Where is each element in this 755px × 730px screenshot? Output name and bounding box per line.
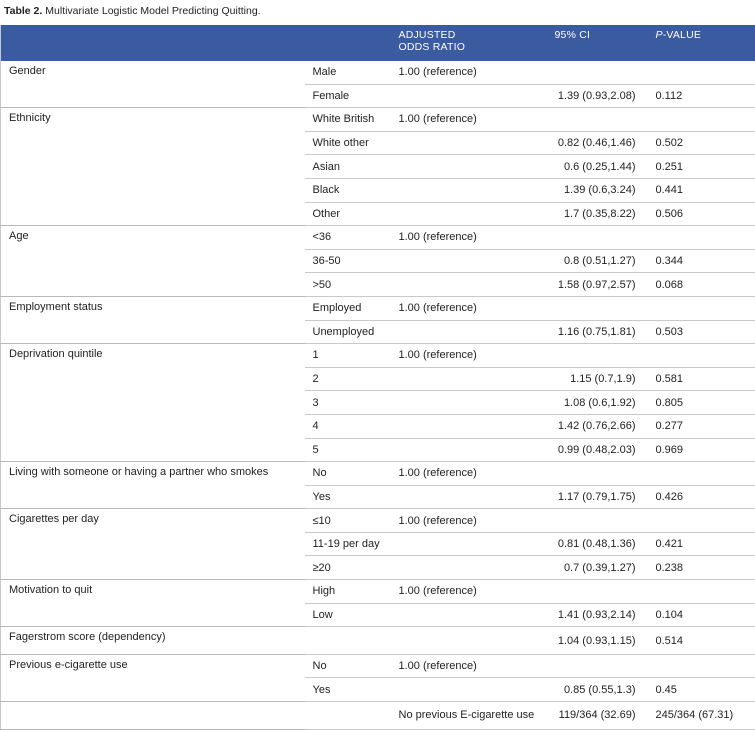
ci-cell: 0.7 (0.39,1.27) [547,556,648,580]
level-cell: Female [305,84,391,108]
header-p-italic: P [656,29,663,41]
odds-ratio-cell [391,532,547,556]
ci-cell: 0.6 (0.25,1.44) [547,155,648,179]
ci-cell: 1.08 (0.6,1.92) [547,391,648,415]
ci-cell: 1.15 (0.7,1.9) [547,367,648,391]
ci-cell [547,108,648,132]
ci-cell: 1.58 (0.97,2.57) [547,273,648,297]
ci-cell: 0.81 (0.48,1.36) [547,532,648,556]
p-value-cell: 0.581 [648,367,755,391]
level-cell: ≤10 [305,509,391,533]
odds-ratio-cell [391,414,547,438]
level-cell: 1 [305,344,391,368]
odds-ratio-cell: 1.00 (reference) [391,61,547,84]
p-value-cell [648,654,755,678]
level-cell: 36-50 [305,249,391,273]
level-cell: 3 [305,391,391,415]
odds-ratio-cell: 1.00 (reference) [391,344,547,368]
ci-cell: 1.16 (0.75,1.81) [547,320,648,344]
ci-cell: 0.99 (0.48,2.03) [547,438,648,462]
header-variable [1,25,305,61]
p-value-cell: 0.277 [648,414,755,438]
table-header-row [1,25,755,61]
level-cell: White British [305,108,391,132]
header-ci: 95% CI [547,25,648,61]
ci-cell [547,654,648,678]
level-cell: Asian [305,155,391,179]
ci-cell: 0.8 (0.51,1.27) [547,249,648,273]
header-or-line2: ODDS RATIO [399,41,539,53]
ci-cell: 1.17 (0.79,1.75) [547,485,648,509]
odds-ratio-cell: 1.00 (reference) [391,296,547,320]
odds-ratio-cell [391,438,547,462]
p-value-cell: 0.441 [648,178,755,202]
ci-cell: 119/364 (32.69) [547,702,648,730]
p-value-cell: 0.506 [648,202,755,226]
variable-cell: Living with someone or having a partner who smokes [1,462,305,509]
table-row [1,627,755,655]
odds-ratio-cell: 1.00 (reference) [391,509,547,533]
p-value-cell: 0.502 [648,131,755,155]
p-value-cell: 0.344 [648,249,755,273]
level-cell: 5 [305,438,391,462]
variable-cell [1,702,305,730]
ci-cell: 0.85 (0.55,1.3) [547,678,648,702]
p-value-cell [648,509,755,533]
odds-ratio-cell [391,678,547,702]
table-row [1,344,755,368]
header-or-line1: ADJUSTED [399,29,539,41]
level-cell: Yes [305,678,391,702]
level-cell: Unemployed [305,320,391,344]
header-p-rest: -VALUE [663,29,701,41]
level-cell: Employed [305,296,391,320]
results-table [0,25,755,730]
p-value-cell: 0.251 [648,155,755,179]
odds-ratio-cell: No previous E-cigarette use [391,702,547,730]
variable-cell: Motivation to quit [1,580,305,627]
odds-ratio-cell [391,273,547,297]
level-cell: 2 [305,367,391,391]
odds-ratio-cell [391,249,547,273]
ci-cell [547,296,648,320]
ci-cell: 1.39 (0.93,2.08) [547,84,648,108]
table-row [1,509,755,533]
p-value-cell: 0.969 [648,438,755,462]
table-row [1,226,755,250]
p-value-cell: 0.112 [648,84,755,108]
table-row [1,462,755,486]
variable-cell: Gender [1,61,305,108]
variable-cell: Age [1,226,305,297]
level-cell: 11-19 per day [305,532,391,556]
table-caption-label: Table 2. [4,5,42,17]
odds-ratio-cell: 1.00 (reference) [391,462,547,486]
variable-cell: Previous e-cigarette use [1,654,305,701]
p-value-cell [648,61,755,84]
p-value-cell: 245/364 (67.31) [648,702,755,730]
odds-ratio-cell: 1.00 (reference) [391,226,547,250]
table-caption [0,0,755,25]
level-cell [305,627,391,655]
odds-ratio-cell [391,485,547,509]
level-cell: Male [305,61,391,84]
ci-cell: 0.82 (0.46,1.46) [547,131,648,155]
p-value-cell: 0.104 [648,603,755,627]
p-value-cell: 0.503 [648,320,755,344]
p-value-cell: 0.805 [648,391,755,415]
level-cell: No [305,462,391,486]
ci-cell: 1.39 (0.6,3.24) [547,178,648,202]
table-body [1,61,755,729]
level-cell: ≥20 [305,556,391,580]
odds-ratio-cell [391,155,547,179]
level-cell [305,702,391,730]
odds-ratio-cell [391,391,547,415]
header-level [305,25,391,61]
p-value-cell [648,580,755,604]
ci-cell: 1.42 (0.76,2.66) [547,414,648,438]
level-cell: <36 [305,226,391,250]
p-value-cell: 0.421 [648,532,755,556]
odds-ratio-cell [391,178,547,202]
odds-ratio-cell [391,320,547,344]
ci-cell [547,462,648,486]
odds-ratio-cell: 1.00 (reference) [391,654,547,678]
level-cell: Yes [305,485,391,509]
ci-cell: 1.7 (0.35,8.22) [547,202,648,226]
table-row [1,654,755,678]
table-caption-text: Multivariate Logistic Model Predicting Quitting. [45,5,260,17]
ci-cell: 1.41 (0.93,2.14) [547,603,648,627]
p-value-cell [648,226,755,250]
variable-cell: Fagerstrom score (dependency) [1,627,305,655]
level-cell: Low [305,603,391,627]
level-cell: No [305,654,391,678]
ci-cell: 1.04 (0.93,1.15) [547,627,648,655]
table-row [1,296,755,320]
ci-cell [547,226,648,250]
p-value-cell [648,462,755,486]
odds-ratio-cell [391,627,547,655]
ci-cell [547,344,648,368]
variable-cell: Ethnicity [1,108,305,226]
p-value-cell: 0.068 [648,273,755,297]
table-row [1,580,755,604]
p-value-cell [648,344,755,368]
p-value-cell: 0.45 [648,678,755,702]
odds-ratio-cell [391,603,547,627]
odds-ratio-cell [391,202,547,226]
p-value-cell: 0.238 [648,556,755,580]
table-row [1,702,755,730]
table-row [1,61,755,84]
variable-cell: Cigarettes per day [1,509,305,580]
level-cell: 4 [305,414,391,438]
level-cell: White other [305,131,391,155]
odds-ratio-cell: 1.00 (reference) [391,580,547,604]
odds-ratio-cell: 1.00 (reference) [391,108,547,132]
level-cell: Other [305,202,391,226]
level-cell: Black [305,178,391,202]
odds-ratio-cell [391,131,547,155]
p-value-cell: 0.514 [648,627,755,655]
odds-ratio-cell [391,84,547,108]
p-value-cell [648,296,755,320]
level-cell: High [305,580,391,604]
level-cell: >50 [305,273,391,297]
odds-ratio-cell [391,367,547,391]
variable-cell: Employment status [1,296,305,343]
ci-cell [547,580,648,604]
odds-ratio-cell [391,556,547,580]
p-value-cell [648,108,755,132]
p-value-cell: 0.426 [648,485,755,509]
header-p-value [648,25,755,61]
ci-cell [547,509,648,533]
ci-cell [547,61,648,84]
variable-cell: Deprivation quintile [1,344,305,462]
table-row [1,108,755,132]
header-adjusted-odds-ratio [391,25,547,61]
